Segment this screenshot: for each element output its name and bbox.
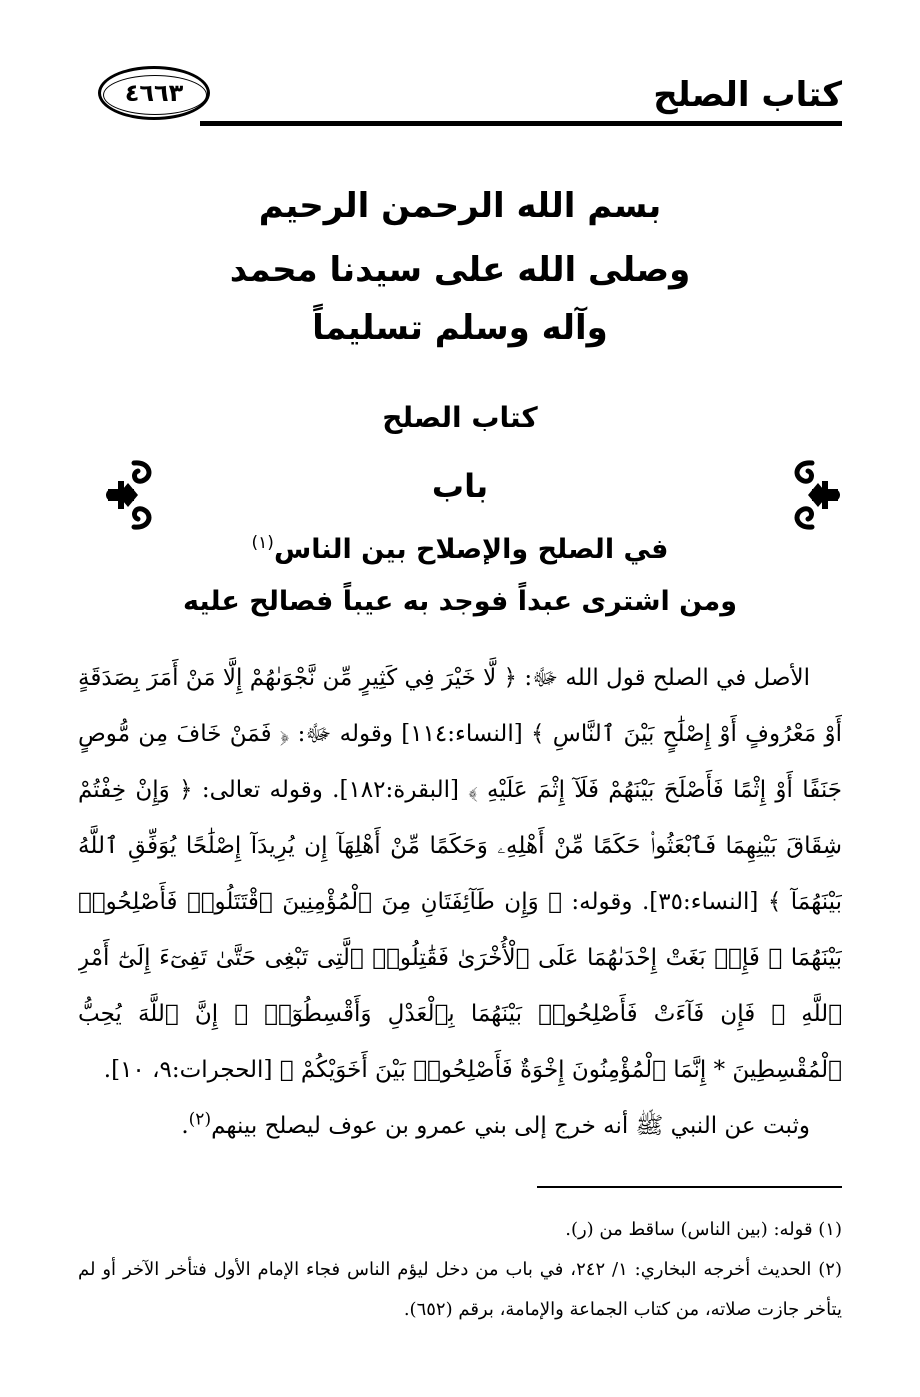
footnote-1: (١) قوله: (بين الناس) ساقط من (ر). bbox=[565, 1219, 842, 1240]
paragraph-end: . bbox=[181, 1113, 189, 1139]
footnote-separator bbox=[537, 1186, 842, 1188]
header-rule bbox=[200, 121, 842, 126]
page-number: ٤٦٦٣ bbox=[98, 66, 210, 120]
running-title: كتاب الصلح bbox=[653, 75, 842, 115]
basmala-line-2: وصلى الله على سيدنا محمد bbox=[229, 250, 691, 290]
paragraph-text: وثبت عن النبي ﷺ أنه خرج إلى بني عمرو بن عوف ليصلح بينهم bbox=[211, 1113, 810, 1139]
footnote-ref: (٢) bbox=[188, 1109, 212, 1130]
chapter-heading-line-1 bbox=[0, 528, 920, 572]
footnote-2: (٢) الحديث أخرجه البخاري: ١/ ٢٤٢، في باب من دخل ليؤم الناس فجاء الإمام الأول فتأخر الآخر أو لم يتأخر جازت صلاته، من كتاب الجماعة والإمامة، برقم (٦٥٢). bbox=[78, 1259, 842, 1320]
body-paragraph-2 bbox=[78, 1098, 842, 1154]
footnotes bbox=[78, 1210, 842, 1330]
book-title: كتاب الصلح bbox=[382, 401, 538, 434]
body-paragraph-1 bbox=[78, 650, 842, 1098]
footnote-ref: (١) bbox=[251, 533, 274, 553]
basmala-line-1: بسم الله الرحمن الرحيم bbox=[258, 186, 662, 226]
basmala-line-3: وآله وسلم تسليماً bbox=[312, 308, 608, 348]
chapter-heading-text: في الصلح والإصلاح بين الناس bbox=[273, 534, 669, 565]
chapter-heading-line-2: ومن اشترى عبداً فوجد به عيباً فصالح عليه bbox=[183, 586, 737, 617]
paragraph-text: الأصل في الصلح قول الله ﷻ: ﴿ لَّا خَيْرَ فِي كَثِيرٍ مِّن نَّجْوَىٰهُمْ إِلَّا مَنْ أَمَرَ بِصَدَقَةٍ أَوْ مَعْرُوفٍ أَوْ إِصْلَٰحٍ بَيْنَ ٱلنَّاسِ ﴾ [النساء:١١٤] وقوله ﷻ: ﴿ فَمَنْ خَافَ مِن مُّوصٍ جَنَفًا أَوْ إِثْمًا فَأَصْلَحَ بَيْنَهُمْ فَلَآ إِثْمَ عَلَيْهِ ﴾ [البقرة:١٨٢]. وقوله تعالى: ﴿ وَإِنْ خِفْتُمْ شِقَاقَ بَيْنِهِمَا فَٱبْعَثُوا۟ حَكَمًا مِّنْ أَهْلِهِۦ وَحَكَمًا مِّنْ أَهْلِهَآ إِن يُرِيدَآ إِصْلَٰحًا يُوَفِّقِ ٱللَّهُ بَيْنَهُمَآ ﴾ [النساء:٣٥]. وقوله: ﴿ وَإِن طَآئِفَتَانِ مِنَ ٱلْمُؤْمِنِينَ ٱقْتَتَلُوا۟ فَأَصْلِحُوا۟ بَيْنَهُمَا ۖ فَإِنۢ بَغَتْ إِحْدَىٰهُمَا عَلَى ٱلْأُخْرَىٰ فَقَٰتِلُوا۟ ٱلَّتِى تَبْغِى حَتَّىٰ تَفِىٓءَ إِلَىٰٓ أَمْرِ ٱللَّهِ ۚ فَإِن فَآءَتْ فَأَصْلِحُوا۟ بَيْنَهُمَا بِٱلْعَدْلِ وَأَقْسِطُوٓا۟ ۖ إِنَّ ٱللَّهَ يُحِبُّ ٱلْمُقْسِطِينَ * إِنَّمَا ٱلْمُؤْمِنُونَ إِخْوَةٌ فَأَصْلِحُوا۟ بَيْنَ أَخَوَيْكُمْ ﴾ [الحجرات:٩، ١٠]. bbox=[78, 665, 842, 1083]
bab-heading: باب bbox=[431, 467, 489, 505]
